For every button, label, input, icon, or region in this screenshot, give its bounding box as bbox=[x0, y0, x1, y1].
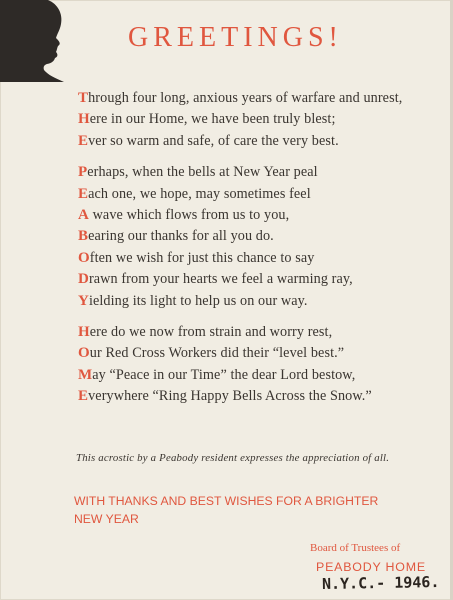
poem-line-text: hrough four long, anxious years of warfare and unrest, bbox=[88, 90, 403, 106]
poem-line bbox=[78, 88, 450, 109]
acrostic-poem bbox=[78, 88, 450, 418]
wishes-message bbox=[74, 492, 434, 528]
poem-stanza bbox=[78, 162, 450, 312]
poem-line-text: ere in our Home, we have been truly blest; bbox=[89, 111, 336, 128]
acrostic-initial: H bbox=[78, 324, 90, 341]
poem-line bbox=[78, 269, 450, 290]
acrostic-initial: A bbox=[78, 207, 89, 224]
poem-line-text: erhaps, when the bells at New Year peal bbox=[87, 164, 318, 181]
wishes-line-1: WITH THANKS AND BEST WISHES FOR A BRIGHTER bbox=[74, 494, 379, 508]
peabody-home: PEABODY HOME bbox=[316, 560, 426, 574]
poem-stanza bbox=[78, 322, 450, 408]
acrostic-initial: H bbox=[78, 111, 90, 128]
page-title: GREETINGS! bbox=[128, 22, 343, 53]
wishes-line-2: NEW YEAR bbox=[74, 512, 139, 526]
poem-line-text: rawn from your hearts we feel a warming ray, bbox=[88, 271, 353, 288]
acrostic-initial: E bbox=[78, 185, 89, 202]
acrostic-initial: M bbox=[78, 366, 93, 383]
poem-line-text: ielding its light to help us on our way. bbox=[88, 292, 308, 309]
attribution-note: This acrostic by a Peabody resident expresses the appreciation of all. bbox=[76, 452, 390, 464]
poem-line bbox=[78, 365, 450, 386]
poem-line-text: ay “Peace in our Time” the dear Lord bestow, bbox=[92, 366, 356, 383]
poem-line bbox=[78, 162, 450, 183]
acrostic-initial: O bbox=[78, 249, 90, 266]
acrostic-initial: B bbox=[78, 228, 89, 245]
acrostic-initial: Y bbox=[78, 292, 89, 309]
acrostic-initial: D bbox=[78, 271, 89, 288]
handwritten-note: N.Y.C.- 1946. bbox=[321, 572, 440, 594]
poem-line-text: ften we wish for just this chance to say bbox=[89, 249, 315, 266]
poem-stanza bbox=[78, 88, 450, 152]
poem-line bbox=[78, 291, 450, 312]
poem-line bbox=[78, 109, 450, 130]
poem-line-text: wave which flows from us to you, bbox=[88, 207, 290, 224]
acrostic-initial: T bbox=[78, 90, 89, 106]
acrostic-initial: E bbox=[78, 388, 89, 405]
acrostic-initial: P bbox=[78, 164, 88, 181]
poem-line-text: ach one, we hope, may sometimes feel bbox=[88, 185, 311, 202]
poem-line-text: ur Red Cross Workers did their “level best.” bbox=[89, 345, 345, 362]
acrostic-initial: E bbox=[78, 132, 89, 149]
poem-line bbox=[78, 343, 450, 364]
woman-profile-silhouette-icon bbox=[0, 0, 70, 82]
poem-line bbox=[78, 386, 450, 407]
poem-line bbox=[78, 131, 450, 152]
poem-line bbox=[78, 248, 450, 269]
poem-line-text: ver so warm and safe, of care the very best. bbox=[88, 132, 339, 149]
poem-line-text: verywhere “Ring Happy Bells Across the Snow.” bbox=[88, 388, 372, 405]
poem-line bbox=[78, 322, 450, 343]
poem-line-text: ere do we now from strain and worry rest, bbox=[89, 324, 333, 341]
poem-line bbox=[78, 184, 450, 205]
board-of-trustees: Board of Trustees of bbox=[310, 542, 401, 554]
acrostic-initial: O bbox=[78, 345, 90, 362]
poem-line-text: earing our thanks for all you do. bbox=[88, 228, 274, 245]
poem-line bbox=[78, 226, 450, 247]
poem-line bbox=[78, 205, 450, 226]
